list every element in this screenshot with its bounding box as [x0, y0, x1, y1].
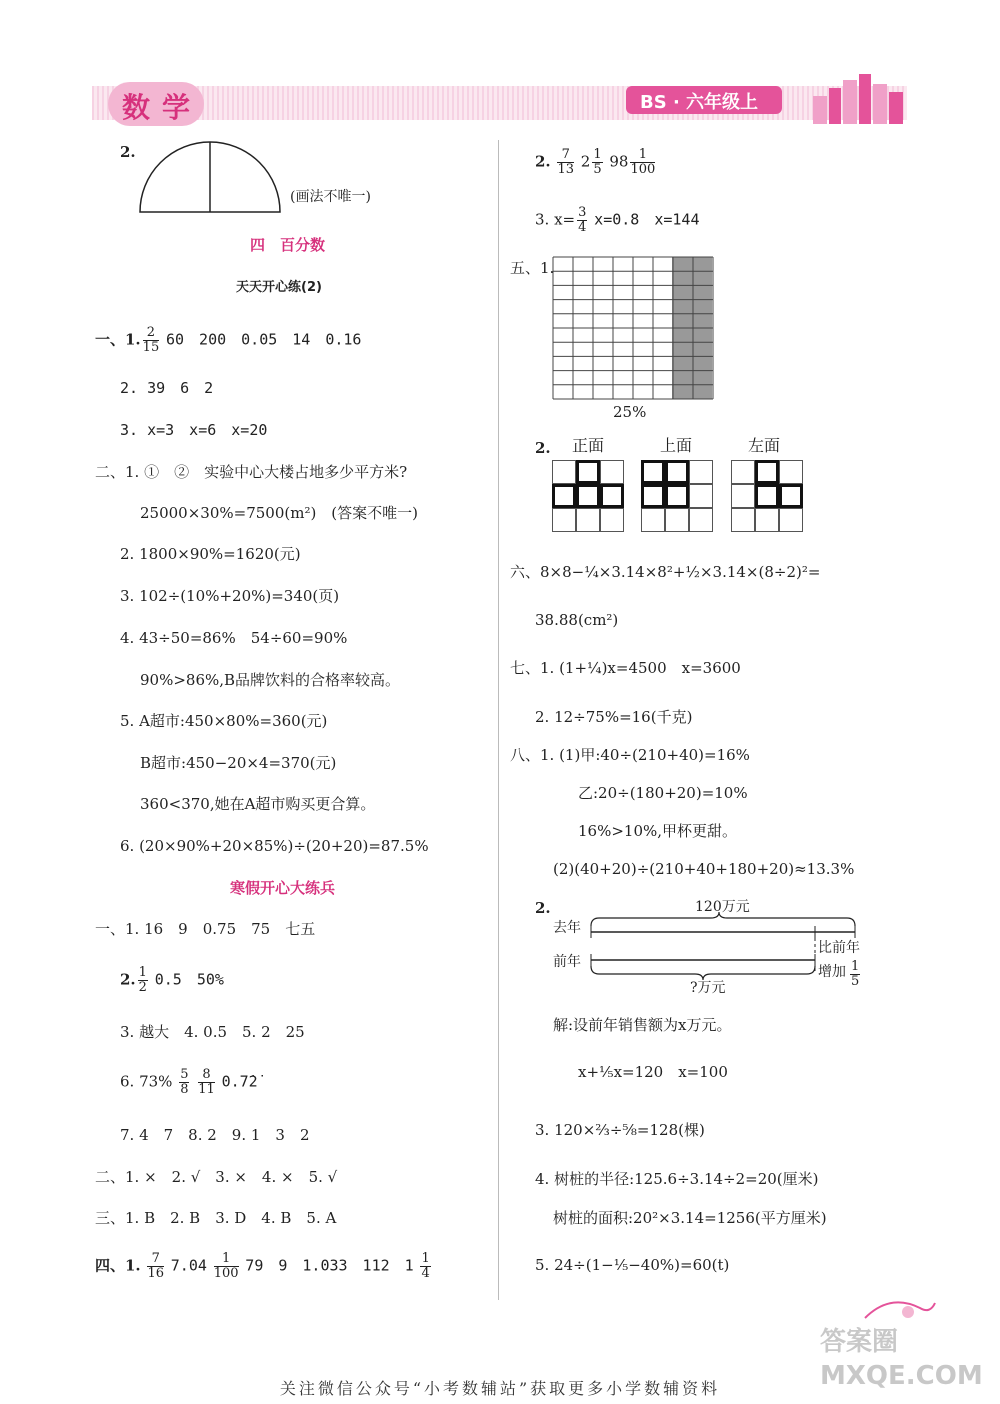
answer-line: 90%>86%,B品牌饮料的合格率较高。 [140, 671, 401, 689]
answer-line: 2. $\frac{1}{2}$ 0.5 50% [120, 965, 224, 995]
answer-line: 6. (20×90%+20×85%)÷(20+20)=87.5% [120, 837, 429, 855]
answer-line: 3. x= $\frac{3}{4}$ x=0.8 x=144 [535, 205, 700, 235]
front-view-label: 正面 [572, 436, 605, 455]
column-divider [498, 140, 499, 1300]
answer-line: (2)(40+20)÷(210+40+180+20)≈13.3% [553, 860, 855, 878]
answer-line: 一、1. 16 9 0.75 75 七五 [95, 920, 316, 938]
grade-label: BS · 六年级上 [640, 92, 759, 113]
answer-line: 三、1. B 2. B 3. D 4. B 5. A [95, 1209, 337, 1227]
diagram-row2: 前年 [553, 954, 581, 970]
answer-line: 16%>10%,甲杯更甜。 [578, 822, 738, 840]
answer-line: 二、1. ① ② 实验中心大楼占地多少平方米? [95, 463, 408, 481]
answer-line: 38.88(cm²) [535, 611, 619, 629]
diagram-side-frac: $\frac{1}{5}$ [851, 959, 860, 989]
answer-line: 2. 39 6 2 [120, 379, 214, 397]
answer-line: 3. 102÷(10%+20%)=340(页) [120, 587, 340, 605]
hundred-grid [552, 256, 714, 402]
answer-line: 5. 24÷(1−⅕−40%)=60(t) [535, 1256, 730, 1274]
page-decoration-icon [860, 1288, 940, 1328]
watermark: 答案圈 MXQE.COM [820, 1327, 983, 1391]
diagram-row1: 去年 [553, 920, 581, 936]
views-label: 2. [535, 439, 551, 457]
left-view-label: 左面 [748, 436, 781, 455]
diagram-label: 2. [535, 899, 551, 917]
diagram-side1: 比前年 [818, 940, 860, 956]
section-title: 四 百分数 [250, 236, 326, 254]
answer-line: 4. 树桩的半径:125.6÷3.14÷2=20(厘米) [535, 1170, 819, 1188]
diagram-bottom: ?万元 [690, 980, 726, 996]
left-view-grid [731, 460, 803, 532]
answer-line: 八、1. (1)甲:40÷(210+40)=16% [510, 746, 750, 764]
answer-line: 一、1. $\frac{2}{15}$ 60 200 0.05 14 0.16 [95, 325, 362, 355]
answer-line: 四、1. $\frac{7}{16}$ 7.04 $\frac{1}{100}$ 79 9 1.033 112 1 $\frac{1}{4}$ [95, 1251, 430, 1281]
winter-title: 寒假开心大练兵 [230, 879, 336, 897]
answer-line: 6. 73% $\frac{5}{8}$ $\frac{8}{11}$ 0.7̇2̇ [120, 1067, 258, 1097]
answer-line: 3. x=3 x=6 x=20 [120, 421, 268, 439]
header-band [92, 86, 907, 120]
answer-line: 360<370,她在A超市购买更合算。 [140, 795, 376, 813]
answer-line: 六、8×8−¼×3.14×8²+½×3.14×(8÷2)²= [510, 563, 821, 581]
semicircle-figure [135, 138, 285, 216]
diagram-side2: 增加 [818, 964, 846, 980]
grid-caption: 25% [613, 403, 647, 421]
q2-label: 2. [120, 143, 136, 161]
line-segment-diagram [585, 912, 865, 984]
answer-line: 解:设前年销售额为x万元。 [553, 1016, 732, 1034]
footer-text: 关注微信公众号“小考数辅站”获取更多小学数辅资料 [279, 1379, 721, 1398]
sub-title: 天天开心练(2) [236, 280, 322, 295]
answer-line: 25000×30%=7500(m²) (答案不唯一) [140, 504, 419, 522]
books-icon [805, 70, 915, 126]
answer-line: 4. 43÷50=86% 54÷60=90% [120, 629, 348, 647]
answer-line: 树桩的面积:20²×3.14=1256(平方厘米) [553, 1209, 827, 1227]
answer-line: 二、1. × 2. √ 3. × 4. × 5. √ [95, 1168, 338, 1186]
answer-line: 7. 4 7 8. 2 9. 1 3 2 [120, 1126, 310, 1144]
answer-line: 乙:20÷(180+20)=10% [578, 784, 748, 802]
answer-line: 5. A超市:450×80%=360(元) [120, 712, 328, 730]
answer-line: 2. 12÷75%=16(千克) [535, 708, 693, 726]
answer-line: B超市:450−20×4=370(元) [140, 754, 337, 772]
answer-line: 3. 越大 4. 0.5 5. 2 25 [120, 1023, 305, 1041]
answer-line: 七、1. (1+¼)x=4500 x=3600 [510, 659, 741, 677]
q2-note: (画法不唯一) [290, 189, 371, 205]
five-label: 五、1. [510, 259, 555, 277]
answer-line: 2. 1800×90%=1620(元) [120, 545, 301, 563]
front-view-grid [552, 460, 624, 532]
answer-line: x+⅕x=120 x=100 [578, 1063, 728, 1081]
answer-line: 3. 120×⅔÷⅝=128(棵) [535, 1121, 705, 1139]
diagram-total: 120万元 [695, 899, 750, 915]
top-view-grid [641, 460, 713, 532]
answer-line: 2. $\frac{7}{13}$ 2 $\frac{1}{5}$ 98 $\frac{1}{100}$ [535, 147, 656, 177]
top-view-label: 上面 [660, 436, 693, 455]
subject-title: 数学 [122, 91, 203, 124]
